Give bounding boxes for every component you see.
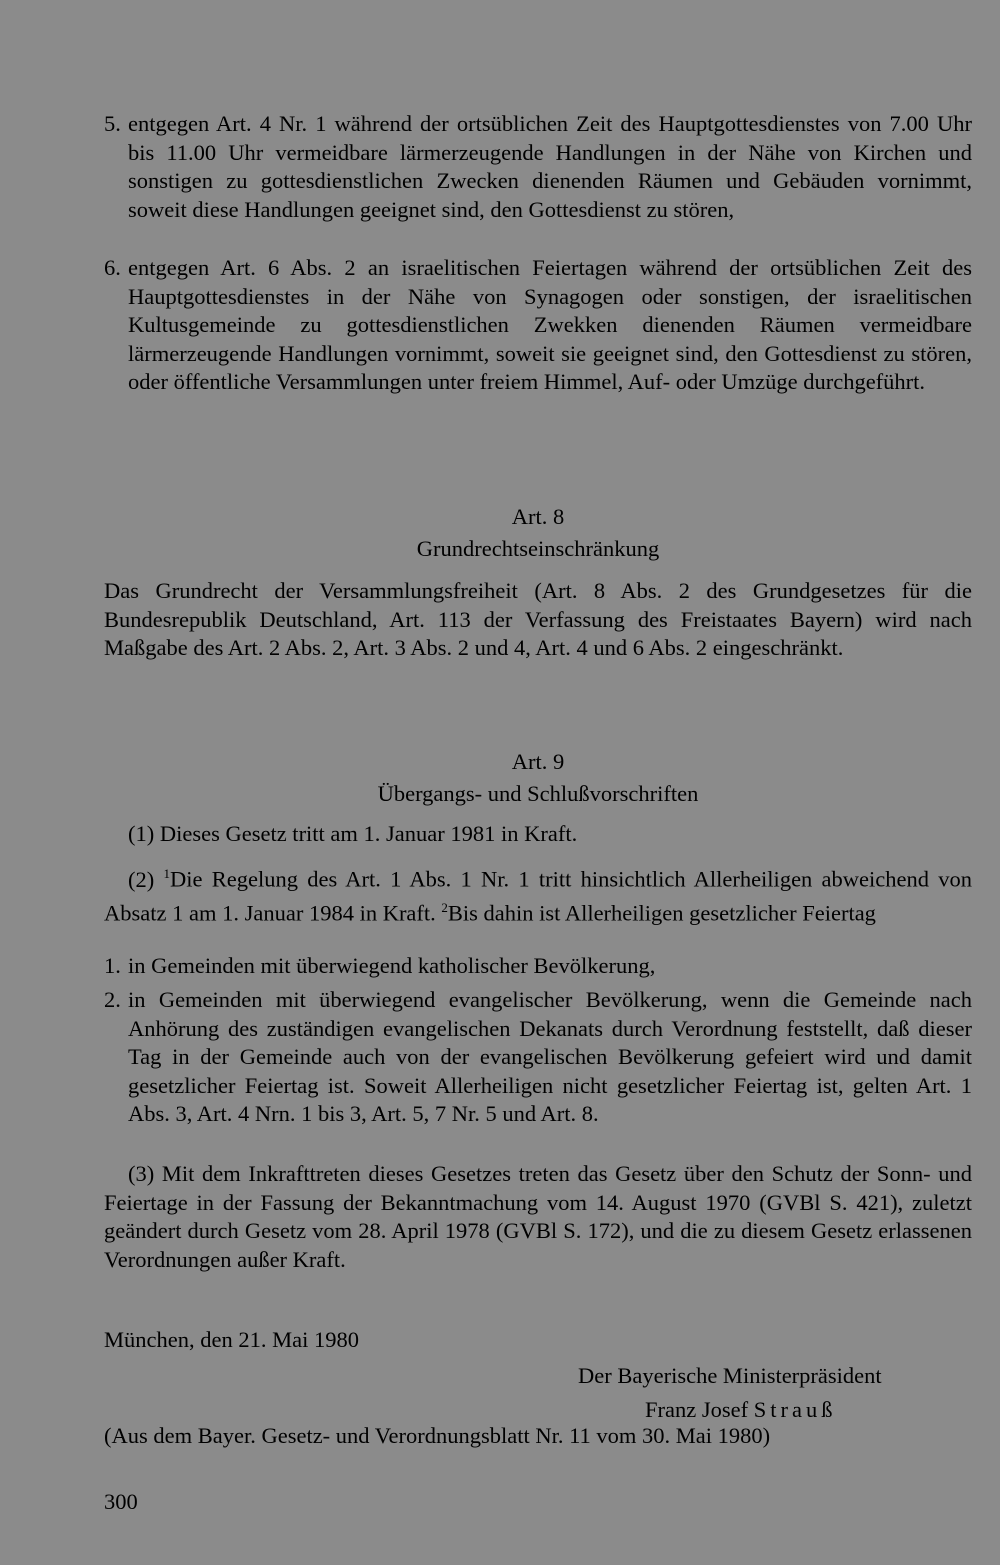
list-item-number: 6. [104, 255, 121, 280]
list-item-6 [104, 254, 972, 397]
paragraph-sentence-2: Bis dahin ist Allerheiligen gesetzlicher Feiertag [447, 900, 876, 926]
signatory-surname: Strauß [753, 1397, 837, 1422]
paragraph-label: (2) [128, 866, 155, 892]
signatory-name [645, 1396, 836, 1425]
list-item-text: entgegen Art. 4 Nr. 1 während der ortsüblichen Zeit des Hauptgottesdienstes von 7.00 Uhr bis 11.00 Uhr vermeidbare lärmerzeugende Handlungen in der Nähe von Kirchen und sonstigen zu gottesdienstlichen Zwecken dienenden Räumen und Gebäuden vornimmt, soweit diese Handlungen geeignet sind, den Gottesdienst zu stören, [128, 111, 972, 222]
page-number: 300 [104, 1489, 138, 1514]
place-date: München, den 21. Mai 1980 [104, 1327, 359, 1352]
source-note: (Aus dem Bayer. Gesetz- und Verordnungsblatt Nr. 11 vom 30. Mai 1980) [104, 1423, 771, 1448]
list-item-5 [104, 110, 972, 224]
article-8-title: Grundrechtseinschränkung [416, 536, 660, 561]
article-9-number: Art. 9 [511, 749, 565, 774]
list-item-2 [104, 986, 972, 1129]
list-item-number: 5. [104, 111, 121, 136]
paragraph-sentence-1: Die Regelung des Art. 1 Abs. 1 Nr. 1 tritt hinsichtlich Allerheiligen abweichend von Absatz 1 am 1. Januar 1984 in Kraft. [104, 866, 972, 926]
article-9-title: Übergangs- und Schlußvorschriften [377, 781, 699, 806]
list-item-number: 1. [104, 953, 121, 978]
sentence-number: 2 [441, 900, 448, 915]
list-item-1 [104, 952, 972, 981]
article-9-paragraph-2 [104, 860, 972, 928]
list-item-number: 2. [104, 987, 121, 1012]
signatory-given-name: Franz Josef [645, 1397, 749, 1422]
article-9-paragraph-1: (1) Dieses Gesetz tritt am 1. Januar 1981 in Kraft. [128, 821, 578, 846]
list-item-text: entgegen Art. 6 Abs. 2 an israelitischen Feiertagen während der ortsüblichen Zeit des Hauptgottesdienstes in der Nähe von Synagogen oder sonstigen, der israelitischen Kultusgemeinde zu gottesdienstlichen Zwekken dienenden Räumen vermeidbare lärmerzeugende Handlungen vornimmt, soweit sie geeignet sind, den Gottesdienst zu stören, oder öffentliche Versammlungen unter freiem Himmel, Auf- oder Umzüge durchgeführt. [128, 255, 972, 394]
article-9-paragraph-3: (3) Mit dem Inkrafttreten dieses Gesetzes treten das Gesetz über den Schutz der Sonn- und Feiertage in der Fassung der Bekanntmachung vom 14. August 1970 (GVBl S. 421), zuletzt geändert durch Gesetz vom 28. April 1978 (GVBl S. 172), und die zu diesem Gesetz erlassenen Verordnungen außer Kraft. [104, 1161, 972, 1272]
article-8-number: Art. 8 [511, 504, 565, 529]
sentence-number: 1 [163, 866, 170, 881]
signatory-office: Der Bayerische Ministerpräsident [578, 1363, 882, 1388]
list-item-text: in Gemeinden mit überwiegend evangelischer Bevölkerung, wenn die Gemeinde nach Anhörung des zuständigen evangelischen Dekanats durch Verordnung feststellt, daß dieser Tag in der Gemeinde auch von der evangelischen Bevölkerung gefeiert wird und damit gesetzlicher Feiertag ist. Soweit Allerheiligen nicht gesetzlicher Feiertag ist, gelten Art. 1 Abs. 3, Art. 4 Nrn. 1 bis 3, Art. 5, 7 Nr. 5 und Art. 8. [128, 987, 972, 1126]
list-item-text: in Gemeinden mit überwiegend katholischer Bevölkerung, [128, 953, 656, 978]
article-8-text: Das Grundrecht der Versammlungsfreiheit (Art. 8 Abs. 2 des Grundgesetzes für die Bundesrepublik Deutschland, Art. 113 der Verfassung des Freistaates Bayern) wird nach Maßgabe des Art. 2 Abs. 2, Art. 3 Abs. 2 und 4, Art. 4 und 6 Abs. 2 eingeschränkt. [104, 578, 972, 660]
